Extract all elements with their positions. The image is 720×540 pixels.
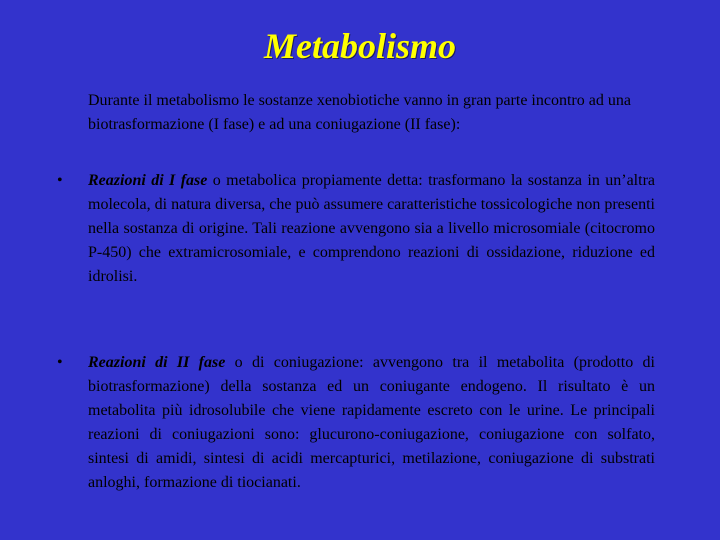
bullet-text: o di coniugazione: avvengono tra il metabolita (prodotto di biotrasformazione) della sostanza ed un coniugante endogeno. Il risultato è un metabolita più idrosolubile che viene rapidamente escreto con le urine. Le principali reazioni di coniugazioni sono: glucurono-coniugazione, coniugazione con solfato, sintesi di amidi, sintesi di acidi mercapturici, metilazione, coniugazione di substrati anloghi, formazione di tiocianati. — [88, 354, 656, 491]
bullet-item-phase-2 — [57, 351, 656, 495]
bullet-item-phase-1 — [57, 169, 655, 289]
bullet-dot-icon: • — [57, 354, 63, 371]
bullet-text: o metabolica propiamente detta: trasformano la sostanza in un’altra molecola, di natura diversa, che può assumere caratteristiche tossicologiche non presenti nella sostanza di origine. Tali reazione avvengono sia a livello microsomiale (citocromo P-450) che extramicrosomiale, e comprendono reazioni di ossidazione, riduzione ed idrolisi. — [88, 172, 655, 285]
bullet-term: Reazioni di II fase — [88, 354, 226, 371]
slide-title: Metabolismo — [263, 26, 456, 66]
bullet-dot-icon: • — [57, 172, 63, 189]
bullet-term: Reazioni di I fase — [88, 172, 208, 189]
intro-paragraph: Durante il metabolismo le sostanze xenobiotiche vanno in gran parte incontro ad una biotrasformazione (I fase) e ad una coniugazione (II fase): — [88, 92, 631, 133]
